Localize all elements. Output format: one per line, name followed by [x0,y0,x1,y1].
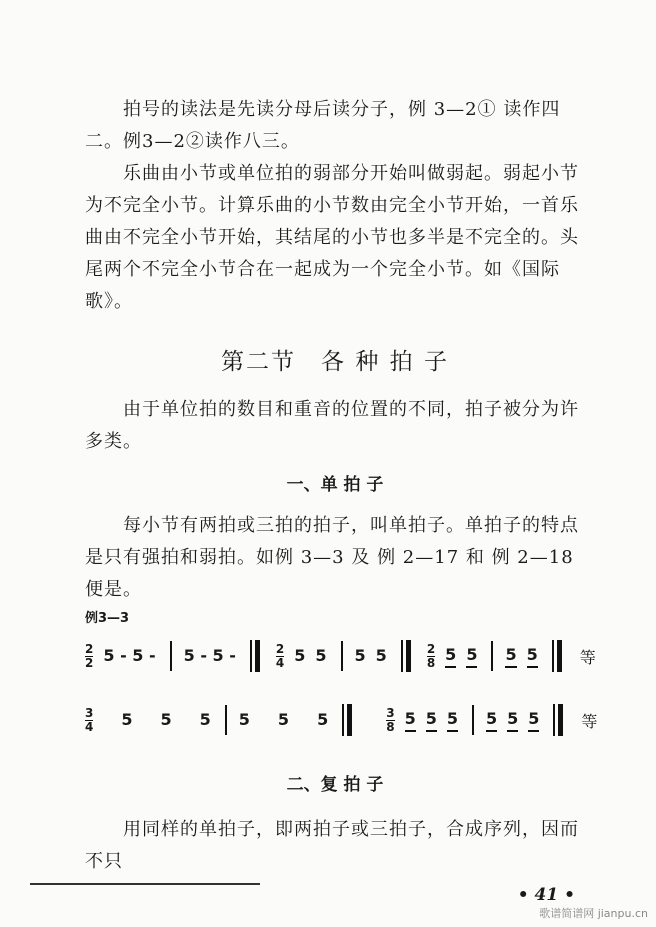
note: 5 [121,710,133,729]
spacer: 2 [275,641,285,656]
note: 5 [354,646,366,665]
time-signature [85,643,93,670]
time-signature [386,707,394,734]
paragraph-anacrusis: 乐曲由小节或单位拍的弱部分开始叫做弱起。弱起小节为不完全小节。计算乐曲的小节数由完全小节开始，一首乐曲由不完全小节开始，其结尾的小节也多半是不完全的。头尾两个不完全小节合在一起成为一个完全小节。如《国际歌》。 [85,163,579,312]
barline [491,641,493,671]
measure: 5 - 5 - [103,646,156,665]
spacer: 8 [426,655,436,670]
time-signature [276,643,284,670]
music-row-1 [85,634,596,678]
example-label: 例3—3 [85,611,130,626]
note: 5 [375,646,387,665]
eighth-note: 5 [486,709,497,732]
eighth-note: 5 [528,709,539,732]
watermark: 歌谱简谱网 jianpu.cn [539,907,648,920]
eighth-note: 5 [405,709,416,732]
paragraph-time-signature-reading: 拍号的读法是先读分母后读分子，例 3—2① 读作四二。例3—2②读作八三。 [85,99,561,152]
paragraph-meter-types: 由于单位拍的数目和重音的位置的不同，拍子被分为许多类。 [85,399,579,452]
eighth-note: 5 [445,645,456,668]
note: 5 [160,710,172,729]
paragraph-simple-meter: 每小节有两拍或三拍的拍子，叫单拍子。单拍子的特点是只有强拍和弱拍。如例 3—3 及 例 2—17 和 例 2—18 便是。 [85,515,579,600]
spacer: 4 [85,719,94,734]
etc-mark: 等 [581,711,598,731]
eighth-note: 5 [466,645,477,668]
barline [170,641,172,671]
music-row-2 [85,698,598,742]
eighth-note: 5 [505,645,516,668]
eighth-note: 5 [527,645,538,668]
note: 5 [294,646,306,665]
time-signature [427,643,435,670]
barline [472,705,474,735]
page-content [85,94,598,908]
eighth-note: 5 [447,709,458,732]
barline [225,705,227,735]
etc-mark: 等 [579,647,596,667]
final-barline [250,640,260,672]
eighth-note: 5 [507,709,518,732]
bottom-rule [30,883,260,885]
spacer: 2 [426,641,436,656]
barline [341,641,343,671]
eighth-note: 5 [426,709,437,732]
spacer: 3 [386,705,395,720]
section-title: 第二节 各 种 拍 子 [221,349,449,375]
note: 5 [277,710,290,729]
subheading-simple-meter: 一、单 拍 子 [286,475,384,495]
spacer: 3 [85,705,94,720]
note: 5 [315,646,327,665]
final-barline [553,704,563,736]
spacer: 8 [386,719,395,734]
page-number: • 41 • [517,885,575,905]
note: 5 [317,710,329,729]
paragraph-compound-meter: 用同样的单拍子，即两拍子或三拍子，合成序列，因而不只 [85,819,579,872]
final-barline [552,640,562,672]
spacer: 2 [85,655,94,670]
note: 5 [238,710,250,729]
final-barline [342,704,352,736]
final-barline [401,640,411,672]
spacer: 4 [275,655,285,670]
spacer: 2 [85,641,94,656]
measure: 5 - 5 - [183,646,236,665]
time-signature [85,707,93,734]
subheading-compound-meter: 二、复 拍 子 [286,775,384,795]
note: 5 [199,710,211,729]
